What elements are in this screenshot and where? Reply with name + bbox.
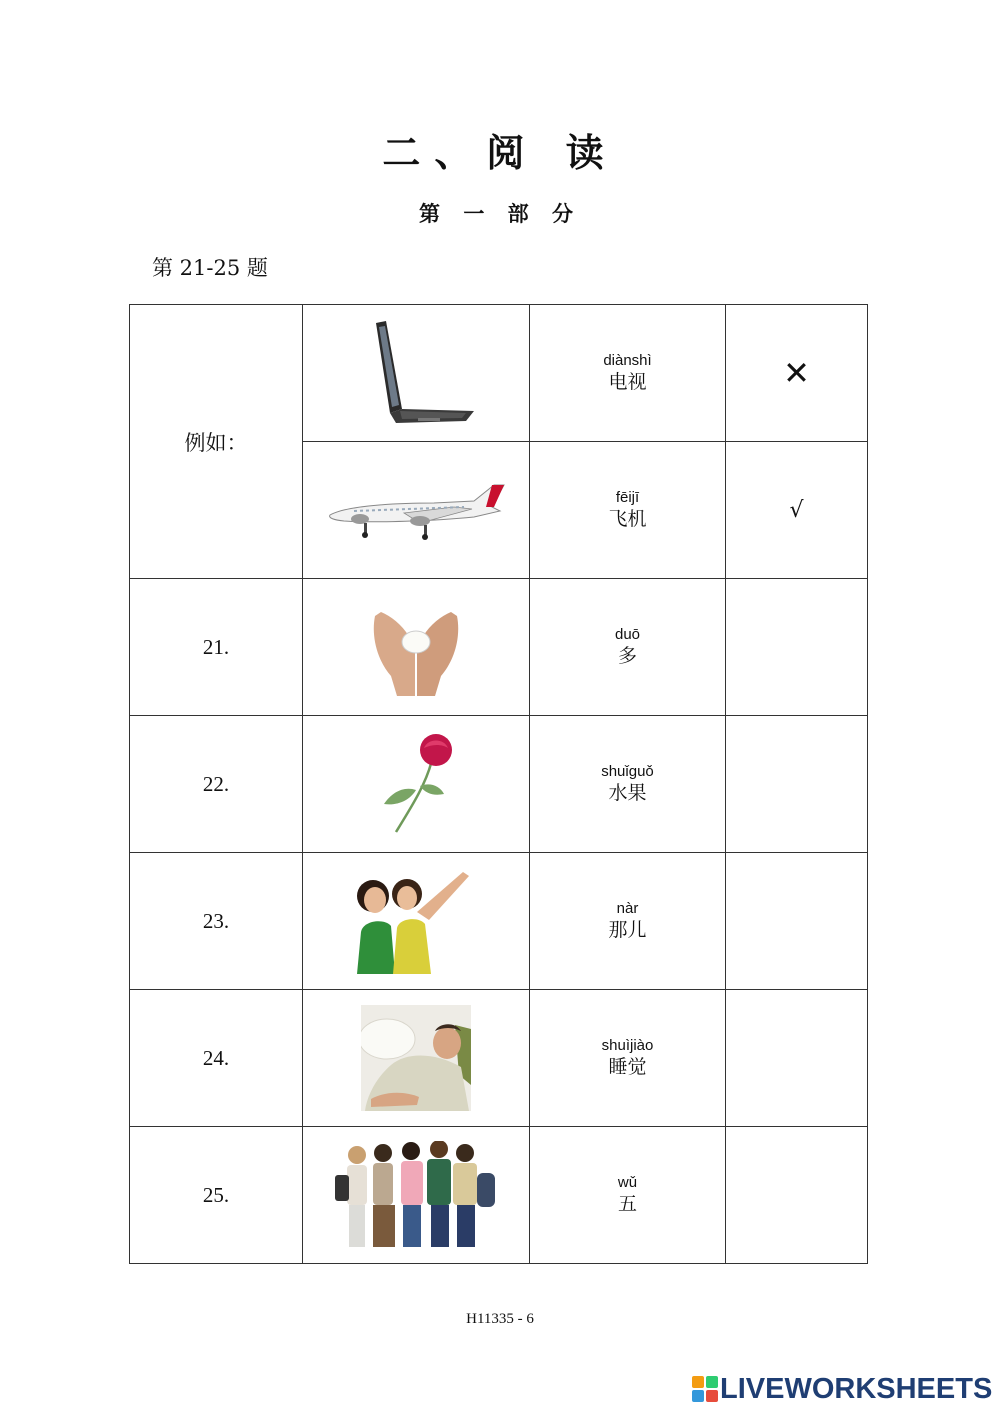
hanzi: 电视 bbox=[608, 371, 647, 393]
image-cell bbox=[303, 990, 530, 1127]
question-number: 24. bbox=[202, 1045, 230, 1070]
brand-name: LIVEWORKSHEETS bbox=[720, 1372, 993, 1405]
question-number-cell bbox=[130, 990, 303, 1127]
word-cell bbox=[530, 853, 726, 990]
pinyin: fēijī bbox=[615, 489, 640, 506]
pinyin: nàr bbox=[616, 900, 639, 917]
hanzi: 五 bbox=[617, 1193, 637, 1215]
matching-table bbox=[129, 304, 868, 1264]
question-row-23 bbox=[130, 853, 868, 990]
liveworksheets-logo-icon bbox=[692, 1376, 718, 1402]
image-cell bbox=[303, 1127, 530, 1264]
question-number: 22. bbox=[202, 771, 230, 796]
question-range: 第 21-25 题 bbox=[152, 256, 268, 280]
laptop-image bbox=[356, 321, 476, 425]
question-number-cell bbox=[130, 579, 303, 716]
hanzi: 飞机 bbox=[608, 508, 647, 530]
word-cell bbox=[530, 579, 726, 716]
word-cell bbox=[530, 990, 726, 1127]
image-cell bbox=[303, 579, 530, 716]
question-row-22 bbox=[130, 716, 868, 853]
egg-in-hands-image bbox=[371, 596, 461, 698]
airplane-image bbox=[324, 479, 508, 541]
question-row-24 bbox=[130, 990, 868, 1127]
brand-logo bbox=[692, 1372, 992, 1406]
part-title: 第 一 部 分 bbox=[419, 202, 581, 226]
word-cell bbox=[530, 442, 726, 579]
mark-cell bbox=[726, 442, 868, 579]
check-mark-icon: √ bbox=[789, 497, 804, 523]
hanzi: 水果 bbox=[608, 782, 647, 804]
five-students-image bbox=[331, 1141, 501, 1249]
hanzi: 多 bbox=[617, 645, 637, 667]
pinyin: diànshì bbox=[603, 352, 652, 369]
two-girls-pointing-image bbox=[353, 866, 479, 976]
example-label: 例如： bbox=[184, 430, 248, 455]
answer-cell[interactable] bbox=[726, 716, 868, 853]
question-number: 21. bbox=[202, 634, 230, 659]
hanzi: 睡觉 bbox=[608, 1056, 647, 1078]
rose-image bbox=[376, 734, 456, 834]
question-number: 23. bbox=[202, 908, 230, 933]
question-number-cell bbox=[130, 853, 303, 990]
section-title: 二、阅 读 bbox=[382, 131, 618, 175]
man-sleeping-image bbox=[361, 1005, 471, 1111]
pinyin: duō bbox=[614, 626, 641, 643]
answer-cell[interactable] bbox=[726, 1127, 868, 1264]
image-cell bbox=[303, 716, 530, 853]
answer-cell[interactable] bbox=[726, 853, 868, 990]
question-number-cell bbox=[130, 716, 303, 853]
question-row-21 bbox=[130, 579, 868, 716]
image-cell bbox=[303, 442, 530, 579]
pinyin: wǔ bbox=[617, 1174, 638, 1191]
answer-cell[interactable] bbox=[726, 990, 868, 1127]
cross-mark-icon: ✕ bbox=[783, 354, 810, 392]
example-label-cell bbox=[130, 305, 303, 579]
word-cell bbox=[530, 716, 726, 853]
image-cell bbox=[303, 305, 530, 442]
hanzi: 那儿 bbox=[608, 919, 647, 941]
page-footer: H11335 - 6 bbox=[466, 1311, 534, 1327]
word-cell bbox=[530, 1127, 726, 1264]
image-cell bbox=[303, 853, 530, 990]
word-cell bbox=[530, 305, 726, 442]
question-number-cell bbox=[130, 1127, 303, 1264]
answer-cell[interactable] bbox=[726, 579, 868, 716]
mark-cell bbox=[726, 305, 868, 442]
question-number: 25. bbox=[202, 1182, 230, 1207]
example-row-1 bbox=[130, 305, 868, 442]
question-row-25 bbox=[130, 1127, 868, 1264]
pinyin: shuǐguǒ bbox=[601, 763, 654, 780]
pinyin: shuìjiào bbox=[601, 1037, 654, 1054]
